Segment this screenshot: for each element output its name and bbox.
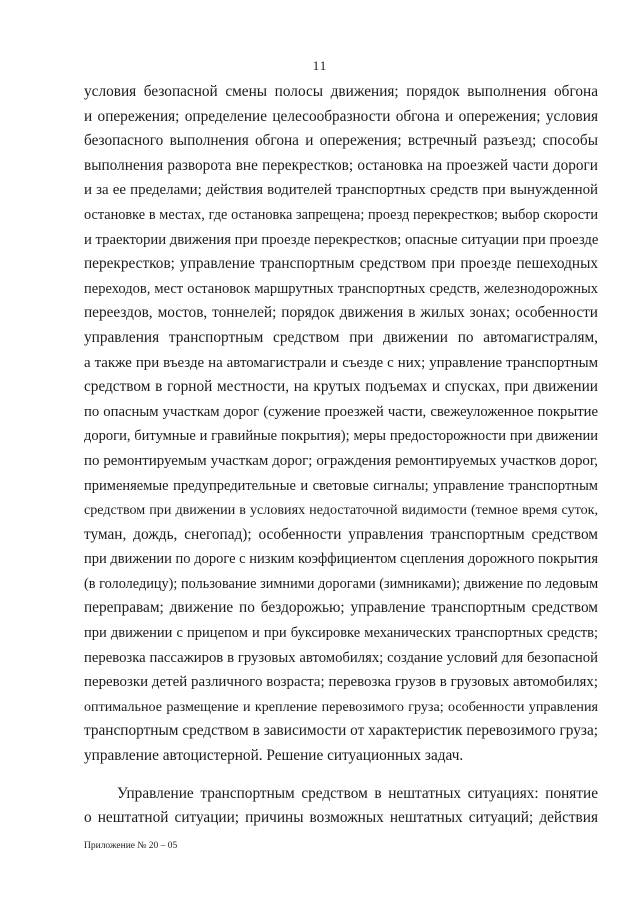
text-line: перевозки детей различного возраста; перевозка грузов в грузовых автомобилях; [84, 674, 598, 691]
text-line: при движении по дороге с низким коэффициентом сцепления дорожного покрытия [84, 551, 598, 568]
text-line: оптимальное размещение и крепление перевозимого груза; особенности управления [84, 698, 598, 715]
text-line: условия безопасной смены полосы движения; порядок выполнения обгона [84, 83, 598, 100]
text-line: по опасным участкам дорог (сужение проезжей части, свежеуложенное покрытие [84, 403, 598, 420]
text-line: и за ее пределами; действия водителей транспортных средств при вынужденной [84, 182, 598, 199]
text-line: управления транспортным средством при движении по автомагистралям, [84, 328, 598, 346]
paragraph-gap [84, 769, 598, 782]
text-line: о нештатной ситуации; причины возможных нештатных ситуаций; действия [84, 809, 598, 827]
paragraph [84, 782, 598, 831]
text-line: переходов, мест остановок маршрутных транспортных средств, железнодорожных [84, 280, 598, 297]
paragraph [84, 80, 598, 769]
text-line: безопасного выполнения обгона и опережения; встречный разъезд; способы [84, 132, 598, 150]
text-line: переправам; движение по бездорожью; управление транспортным средством [84, 599, 598, 617]
text-line: Управление транспортным средством в нештатных ситуациях: понятие [117, 784, 598, 802]
text-line: перевозка пассажиров в грузовых автомобилях; создание условий для безопасной [84, 649, 598, 666]
text-line: остановке в местах, где остановка запрещена; проезд перекрестков; выбор скорости [84, 206, 598, 223]
text-line: при движении с прицепом и при буксировке механических транспортных средств; [84, 625, 598, 642]
text-line: выполнения разворота вне перекрестков; остановка на проезжей части дороги [84, 156, 598, 174]
text-line: а также при въезде на автомагистрали и съезде с них; управление транспортным [84, 354, 598, 371]
text-line: (в гололедицу); пользование зимними дорогами (зимниками); движение по ледовым [84, 575, 599, 592]
text-line: средством в горной местности, на крутых подъемах и спусках, при движении [84, 378, 598, 396]
text-line: транспортным средством в зависимости от характеристик перевозимого груза; [84, 722, 598, 740]
footer-annex-label: Приложение № 20 – 05 [84, 841, 178, 851]
text-line: и траектории движения при проезде перекрестков; опасные ситуации при проезде [84, 231, 599, 248]
text-line: переездов, мостов, тоннелей; порядок движения в жилых зонах; особенности [84, 304, 598, 322]
text-line: управление автоцистерной. Решение ситуационных задач. [84, 747, 464, 765]
body-text [84, 80, 598, 831]
text-line: по ремонтируемым участкам дорог; ограждения ремонтируемых участков дорог, [84, 452, 598, 469]
text-line: перекрестков; управление транспортным средством при проезде пешеходных [84, 255, 598, 273]
text-line: и опережения; определение целесообразности обгона и опережения; условия [84, 107, 598, 125]
page-number: 11 [312, 58, 328, 73]
text-line: средством при движении в условиях недостаточной видимости (темное время суток, [84, 502, 598, 519]
text-line: дороги, битумные и гравийные покрытия); меры предосторожности при движении [84, 428, 598, 445]
text-line: туман, дождь, снегопад); особенности управления транспортным средством [84, 525, 598, 543]
text-line: применяемые предупредительные и световые сигналы; управление транспортным [84, 477, 598, 494]
